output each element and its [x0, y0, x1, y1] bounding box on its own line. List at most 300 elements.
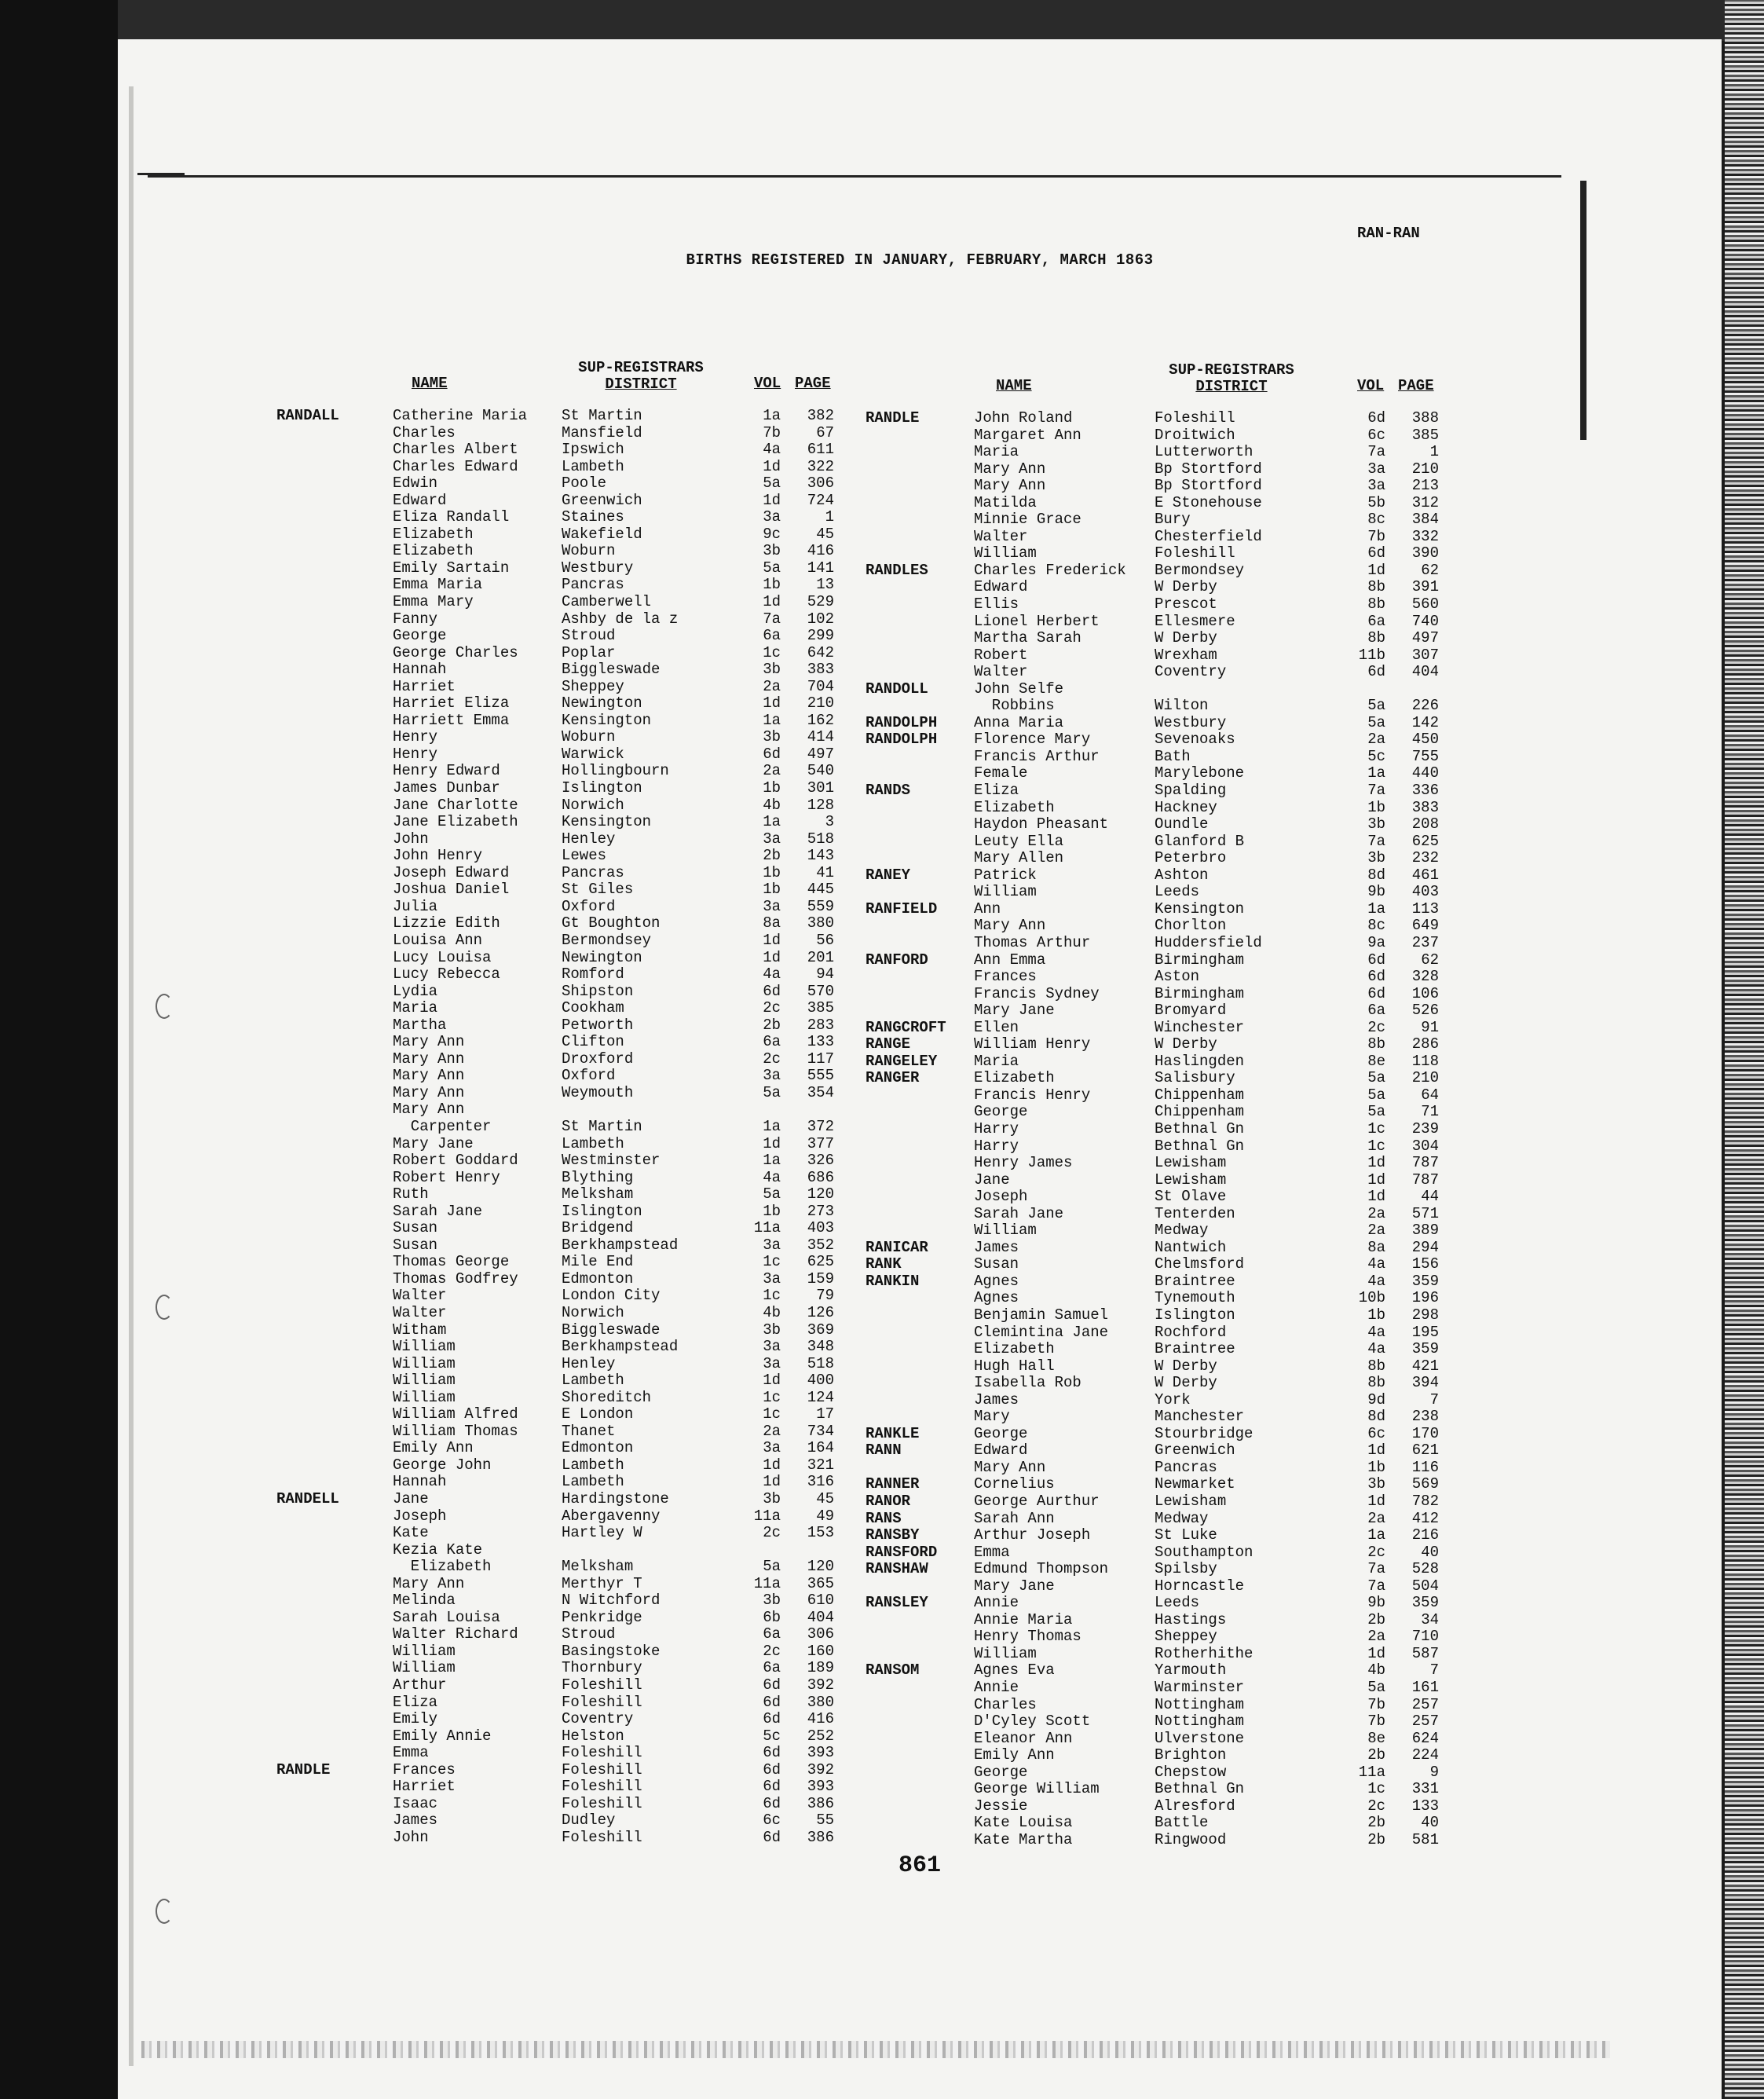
- given-name-cell: Florence Mary: [974, 731, 1091, 749]
- given-name-cell: William Thomas: [393, 1422, 518, 1440]
- vol-cell: 9a: [1367, 933, 1385, 951]
- given-name-cell: Joseph: [974, 1188, 1028, 1206]
- page-cell: 625: [1411, 832, 1439, 850]
- page-cell: 686: [807, 1168, 834, 1186]
- given-name-cell: Harriet: [393, 677, 456, 695]
- given-name-cell: Sarah Jane: [974, 1204, 1064, 1222]
- surname-cell: [866, 579, 946, 596]
- vol-cell: 6a: [1367, 612, 1385, 630]
- page-cell: 403: [1411, 883, 1439, 901]
- given-name-cell: Robert Goddard: [393, 1152, 518, 1170]
- vol-cell: 2c: [763, 1050, 781, 1068]
- district-cell: Sheppey: [562, 677, 624, 695]
- district-cell: Islington: [1155, 1306, 1235, 1324]
- district-cell: [562, 1101, 678, 1119]
- district-cell: Foleshill: [562, 1794, 642, 1812]
- vol-cell: 1b: [763, 1202, 781, 1220]
- page-cell: 569: [1411, 1475, 1439, 1493]
- district-cell: Hartley W: [562, 1524, 642, 1542]
- district-cell: Hardingstone: [562, 1490, 669, 1507]
- surname-cell: [276, 1914, 339, 1932]
- surname-cell: [276, 679, 339, 696]
- surname-cell: RANK: [866, 1255, 902, 1273]
- district-cell: Foleshill: [1155, 544, 1235, 562]
- surname-cell: [866, 1341, 946, 1358]
- district-cell: Bethnal Gn: [1155, 1137, 1245, 1155]
- surname-cell: [276, 543, 339, 560]
- vol-cell: 6d: [763, 1778, 781, 1796]
- district-cell: Melksham: [562, 1558, 634, 1576]
- district-cell: Bethnal Gn: [1155, 1119, 1245, 1137]
- district-cell: Ulverstone: [1155, 1729, 1245, 1747]
- surname-cell: RANDELL: [276, 1490, 339, 1507]
- surname-cell: [276, 1254, 339, 1271]
- surname-cell: [276, 1406, 339, 1423]
- vol-cell: 3a: [763, 1338, 781, 1356]
- page-cell: 393: [807, 1778, 834, 1796]
- vol-cell: 3b: [763, 542, 781, 560]
- page-cell: 740: [1411, 612, 1439, 630]
- vol-cell: 8c: [1367, 511, 1385, 529]
- given-name-cell: George Aurthur: [974, 1493, 1100, 1510]
- district-cell: Newington: [562, 948, 642, 966]
- surname-cell: [866, 1764, 946, 1782]
- page-cell: 273: [807, 1202, 834, 1220]
- page-cell: 56: [816, 931, 834, 949]
- surname-cell: [276, 1220, 339, 1237]
- vol-cell: 6b: [763, 1608, 781, 1626]
- page-cell: 625: [807, 1253, 834, 1271]
- vol-cell: 6c: [763, 1811, 781, 1830]
- page-cell: 540: [807, 762, 834, 780]
- page-cell: 306: [807, 474, 834, 493]
- district-cell: Greenwich: [1155, 1441, 1235, 1460]
- district-cell: Prescot: [1155, 595, 1217, 614]
- district-cell: Lewes: [562, 847, 607, 865]
- page-cell: 44: [1421, 1188, 1439, 1206]
- vol-cell: [738, 1101, 781, 1119]
- given-name-cell: Mary Ann: [974, 477, 1046, 495]
- vol-cell: 1b: [1367, 1458, 1385, 1476]
- given-name-cell: Mary Ann: [974, 917, 1046, 935]
- given-name-cell: James Dunbar: [393, 779, 500, 797]
- given-name-cell: Joseph Edward: [393, 863, 510, 881]
- page-cell: 394: [1411, 1374, 1439, 1392]
- district-cell: Petworth: [562, 1016, 634, 1034]
- page-cell: 587: [1411, 1644, 1439, 1662]
- given-name-cell: Jane: [974, 1170, 1010, 1189]
- scan-bottom-strip: [141, 2041, 1610, 2058]
- district-cell: [562, 1542, 678, 1559]
- vol-cell: 6a: [763, 1625, 781, 1643]
- page-cell: 143: [807, 847, 834, 865]
- district-cell: Alresford: [1155, 1797, 1235, 1815]
- page-cell: 649: [1411, 917, 1439, 935]
- given-name-cell: Mary Ann: [974, 1458, 1046, 1476]
- page-cell: 283: [807, 1016, 834, 1034]
- given-name-cell: Mary Jane: [393, 1134, 474, 1152]
- surname-cell: [866, 1155, 946, 1172]
- given-name-cell: Kate Louisa: [974, 1814, 1073, 1832]
- given-name-cell: Harriet: [393, 1778, 456, 1796]
- given-name-cell: Emily Ann: [393, 1439, 474, 1457]
- page-cell: 117: [807, 1050, 834, 1068]
- page-cell: 299: [807, 627, 834, 645]
- page-cell: 393: [807, 1744, 834, 1762]
- district-cell: Peterbro: [1155, 849, 1227, 867]
- surname-cell: [866, 1324, 946, 1342]
- vol-cell: 6d: [1367, 663, 1385, 681]
- vol-cell: 1c: [763, 1405, 781, 1423]
- surname-cell: [866, 1460, 946, 1477]
- district-cell: St Olave: [1155, 1188, 1227, 1206]
- given-name-cell: Charles: [974, 1695, 1037, 1713]
- surname-cell: [276, 1897, 339, 1914]
- given-name-cell: Martha Sarah: [974, 629, 1081, 647]
- page-cell: 141: [807, 559, 834, 577]
- given-name-cell: Edward: [974, 578, 1028, 596]
- given-name-cell: Margaret Ann: [974, 426, 1081, 444]
- given-name-cell: Mary Ann: [393, 1050, 465, 1068]
- surname-cell: [866, 884, 946, 901]
- district-cell: Bermondsey: [1155, 561, 1245, 579]
- page-cell: 528: [1411, 1560, 1439, 1578]
- scan-right-edge: [1725, 0, 1764, 2099]
- page-cell: 610: [807, 1592, 834, 1610]
- name-header: NAME: [996, 377, 1032, 394]
- page-frame-edge: [129, 86, 134, 2066]
- vol-cell: 5a: [1367, 713, 1385, 731]
- page-cell: 710: [1411, 1628, 1439, 1646]
- surname-cell: [866, 800, 946, 817]
- surname-cell: [276, 1610, 339, 1627]
- given-name-cell: Robbins: [974, 697, 1055, 715]
- surname-cell: RANFIELD: [866, 899, 938, 918]
- surname-cell: RANDLES: [866, 561, 928, 579]
- vol-cell: 1c: [763, 1287, 781, 1305]
- given-name-cell: Hannah: [393, 1473, 447, 1491]
- given-name-cell: Louisa Ann: [393, 931, 483, 949]
- surname-cell: [276, 1931, 339, 1948]
- vol-cell: 7a: [1367, 443, 1385, 461]
- page-cell: 787: [1411, 1154, 1439, 1172]
- vol-cell: 5a: [763, 1185, 781, 1203]
- given-name-cell: Sarah Louisa: [393, 1608, 500, 1626]
- given-name-cell: Henry Thomas: [974, 1628, 1081, 1646]
- given-name-cell: Maria: [393, 999, 438, 1017]
- given-name-cell: Thomas Godfrey: [393, 1269, 518, 1288]
- given-name-cell: Charles: [393, 423, 456, 441]
- given-name-cell: Mary Ann: [393, 1067, 465, 1085]
- given-name-cell: Ellen: [974, 1018, 1019, 1036]
- vol-cell: 3a: [763, 830, 781, 848]
- district-cell: Penkridge: [562, 1608, 642, 1626]
- surname-cell: [276, 1356, 339, 1373]
- page-cell: 787: [1411, 1170, 1439, 1189]
- given-name-cell: Lucy Louisa: [393, 948, 492, 966]
- page-cell: 298: [1411, 1306, 1439, 1324]
- vol-cell: 3a: [763, 1439, 781, 1457]
- page-cell: 560: [1411, 595, 1439, 614]
- given-name-cell: Mary Allen: [974, 849, 1064, 867]
- surname-cell: RANS: [866, 1509, 902, 1527]
- surname-cell: [276, 475, 339, 493]
- district-cell: St Luke: [1155, 1526, 1217, 1544]
- punch-hole-mark: [156, 1295, 173, 1320]
- district-cell: Berkhampstead: [562, 1236, 679, 1254]
- given-name-cell: Elizabeth: [974, 798, 1055, 816]
- vol-cell: 1d: [763, 457, 781, 475]
- district-cell: St Giles: [562, 881, 634, 899]
- page-cell: 210: [1411, 460, 1439, 478]
- district-cell: W Derby: [1155, 629, 1217, 647]
- page-cell: 40: [1421, 1814, 1439, 1832]
- right-page-column: [1389, 410, 1439, 1848]
- vol-cell: 5a: [763, 559, 781, 577]
- given-name-cell: Lizzie Edith: [393, 914, 500, 932]
- district-cell: Droitwich: [1155, 426, 1235, 444]
- surname-cell: [866, 1138, 946, 1156]
- district-cell: Birmingham: [1155, 984, 1245, 1002]
- page-cell: 518: [807, 830, 834, 848]
- page-cell: 461: [1411, 866, 1439, 884]
- surname-cell: [276, 797, 339, 815]
- surname-cell: [866, 1392, 946, 1409]
- surname-cell: [276, 1830, 339, 1847]
- district-cell: Stroud: [562, 1625, 616, 1643]
- district-cell: Chepstow: [1155, 1763, 1227, 1781]
- surname-cell: [276, 746, 339, 764]
- given-name-cell: Mary Ann: [974, 460, 1046, 478]
- district-cell: Chesterfield: [1155, 527, 1262, 545]
- district-cell: Oxford: [562, 1067, 616, 1085]
- page-cell: 55: [816, 1811, 834, 1830]
- vol-cell: 10b: [1358, 1289, 1385, 1307]
- vol-cell: 1d: [763, 1473, 781, 1491]
- given-name-cell: William: [393, 1642, 456, 1660]
- given-name-cell: Leuty Ella: [974, 832, 1064, 850]
- vol-cell: 3a: [1367, 460, 1385, 478]
- page-cell: 414: [807, 728, 834, 746]
- page-cell: 386: [807, 1828, 834, 1846]
- given-name-cell: Matilda: [974, 493, 1037, 511]
- given-name-cell: Melinda: [393, 1592, 456, 1610]
- page-cell: 45: [816, 1490, 834, 1507]
- district-cell: Tenterden: [1155, 1204, 1235, 1222]
- given-name-cell: Kate Martha: [974, 1830, 1073, 1848]
- page-cell: 526: [1411, 1002, 1439, 1020]
- district-cell: Lambeth: [562, 1473, 624, 1491]
- surname-cell: [276, 1017, 339, 1035]
- surname-cell: [276, 831, 339, 848]
- page-cell: 321: [807, 1456, 834, 1474]
- page-cell: [784, 1542, 834, 1559]
- page-cell: 445: [807, 881, 834, 899]
- vol-cell: 1c: [1367, 1137, 1385, 1155]
- given-name-cell: William: [393, 1354, 456, 1372]
- surname-cell: [276, 1101, 339, 1119]
- vol-cell: 5a: [1367, 1086, 1385, 1104]
- vol-cell: 4b: [763, 796, 781, 814]
- district-cell: Stroud: [562, 627, 616, 645]
- surname-cell: [866, 1781, 946, 1798]
- vol-cell: 2c: [763, 1642, 781, 1660]
- surname-cell: [276, 1778, 339, 1796]
- district-cell: Islington: [562, 1202, 642, 1220]
- given-name-cell: Eliza Randall: [393, 508, 510, 526]
- page-cell: 352: [807, 1236, 834, 1254]
- district-cell: Manchester: [1155, 1408, 1245, 1426]
- surname-cell: [866, 749, 946, 766]
- given-name-cell: John Roland: [974, 409, 1073, 427]
- given-name-cell: Jane Elizabeth: [393, 813, 518, 831]
- vol-cell: 1c: [763, 643, 781, 661]
- given-name-cell: Elizabeth: [974, 1069, 1055, 1087]
- register-page: [118, 39, 1722, 2099]
- page-cell: 34: [1421, 1610, 1439, 1628]
- vol-cell: 6c: [1367, 426, 1385, 444]
- district-cell: Kensington: [562, 813, 652, 831]
- district-cell: Sheppey: [1155, 1628, 1217, 1646]
- given-name-cell: William: [974, 883, 1037, 901]
- vol-cell: 1c: [763, 1253, 781, 1271]
- page-number: 861: [898, 1852, 941, 1879]
- surname-cell: [276, 1237, 339, 1255]
- surname-cell: RANEY: [866, 866, 911, 884]
- district-cell: Foleshill: [1155, 409, 1235, 427]
- vol-cell: 8b: [1367, 1357, 1385, 1375]
- vol-cell: 1d: [763, 694, 781, 712]
- surname-cell: [866, 765, 946, 782]
- given-name-cell: Arthur: [393, 1676, 447, 1694]
- surname-cell: [866, 647, 946, 665]
- surname-cell: [276, 1812, 339, 1830]
- vol-cell: 6d: [763, 1710, 781, 1728]
- given-name-cell: Minnie Grace: [974, 511, 1081, 529]
- surname-cell: [276, 526, 339, 544]
- given-name-cell: Harriet Eliza: [393, 694, 510, 712]
- vol-cell: 5a: [1367, 1679, 1385, 1697]
- vol-cell: 6d: [1367, 984, 1385, 1002]
- district-cell: Sevenoaks: [1155, 731, 1235, 749]
- surname-cell: [866, 1697, 946, 1714]
- surname-cell: [866, 850, 946, 867]
- district-cell: Lambeth: [562, 457, 624, 475]
- page-cell: 755: [1411, 747, 1439, 765]
- vol-cell: 4a: [1367, 1272, 1385, 1290]
- page-cell: 102: [807, 610, 834, 628]
- district-cell: [1155, 681, 1262, 698]
- vol-cell: 6a: [763, 627, 781, 645]
- district-cell: Blything: [562, 1168, 634, 1186]
- district-cell: Ashby de la z: [562, 610, 679, 628]
- district-cell: Wrexham: [1155, 646, 1217, 664]
- page-cell: 392: [807, 1760, 834, 1778]
- vol-cell: 7b: [1367, 1713, 1385, 1731]
- surname-cell: [276, 1745, 339, 1762]
- page-cell: 386: [807, 1794, 834, 1812]
- page-cell: 208: [1411, 815, 1439, 833]
- surname-cell: [866, 630, 946, 647]
- surname-cell: [276, 1694, 339, 1712]
- vol-cell: 7a: [1367, 832, 1385, 850]
- surname-cell: [276, 1508, 339, 1526]
- given-name-cell: John: [393, 1828, 429, 1846]
- surname-cell: [866, 596, 946, 614]
- vol-cell: 8d: [1367, 866, 1385, 884]
- page-cell: 382: [807, 407, 834, 424]
- vol-cell: 7a: [1367, 1560, 1385, 1578]
- surname-cell: [276, 1423, 339, 1441]
- page-cell: 118: [1411, 1052, 1439, 1070]
- given-name-cell: George: [974, 1103, 1028, 1121]
- vol-cell: 3a: [763, 1067, 781, 1085]
- vol-cell: 5a: [763, 1083, 781, 1101]
- surname-cell: RANKLE: [866, 1424, 920, 1442]
- surname-cell: RANSFORD: [866, 1543, 938, 1561]
- surname-cell: RANDOLPH: [866, 731, 938, 749]
- page-cell: 611: [807, 441, 834, 459]
- surname-cell: RANOR: [866, 1493, 911, 1510]
- vol-cell: 1a: [1367, 1526, 1385, 1544]
- surname-cell: [866, 1002, 946, 1020]
- page-cell: 9: [1429, 1763, 1439, 1781]
- given-name-cell: Hugh Hall: [974, 1357, 1055, 1375]
- given-name-cell: Emily Annie: [393, 1727, 492, 1745]
- page-cell: 159: [807, 1269, 834, 1288]
- page-cell: 724: [807, 491, 834, 509]
- vol-cell: 3b: [1367, 1475, 1385, 1493]
- vol-cell: 2a: [763, 677, 781, 695]
- vol-cell: 2c: [1367, 1018, 1385, 1036]
- vol-cell: 6d: [763, 1794, 781, 1812]
- given-name-cell: William: [974, 1644, 1037, 1662]
- district-cell: Biggleswade: [562, 1321, 661, 1339]
- given-name-cell: Emma Maria: [393, 576, 483, 594]
- surname-cell: [276, 1152, 339, 1170]
- surname-cell: [866, 1713, 946, 1731]
- given-name-cell: Joseph: [393, 1507, 447, 1525]
- page-cell: 153: [807, 1524, 834, 1542]
- vol-cell: 2b: [1367, 1814, 1385, 1832]
- vol-cell: 1b: [763, 863, 781, 881]
- page-cell: 359: [1411, 1594, 1439, 1612]
- surname-cell: [276, 1186, 339, 1203]
- given-name-cell: Mary Jane: [974, 1577, 1055, 1595]
- given-name-cell: Female: [974, 764, 1028, 782]
- vol-cell: 3b: [763, 661, 781, 679]
- page-cell: 7: [1429, 1390, 1439, 1408]
- vol-cell: 6d: [1367, 951, 1385, 969]
- page-cell: 257: [1411, 1695, 1439, 1713]
- given-name-cell: Cornelius: [974, 1475, 1055, 1493]
- given-name-cell: Sarah Ann: [974, 1509, 1055, 1527]
- page-cell: 383: [807, 661, 834, 679]
- surname-cell: [276, 459, 339, 476]
- given-name-cell: Eliza: [974, 782, 1019, 800]
- page-cell: 7: [1429, 1661, 1439, 1680]
- page-cell: 210: [1411, 1069, 1439, 1087]
- page-cell: 380: [807, 914, 834, 932]
- left-vol-column: [738, 408, 781, 1846]
- vol-cell: 2b: [1367, 1830, 1385, 1848]
- given-name-cell: Edmund Thompson: [974, 1560, 1109, 1578]
- page-cell: 450: [1411, 731, 1439, 749]
- vol-cell: 2a: [1367, 1509, 1385, 1527]
- district-cell: Kensington: [562, 711, 652, 729]
- surname-cell: [276, 780, 339, 797]
- vol-cell: 1a: [763, 1117, 781, 1135]
